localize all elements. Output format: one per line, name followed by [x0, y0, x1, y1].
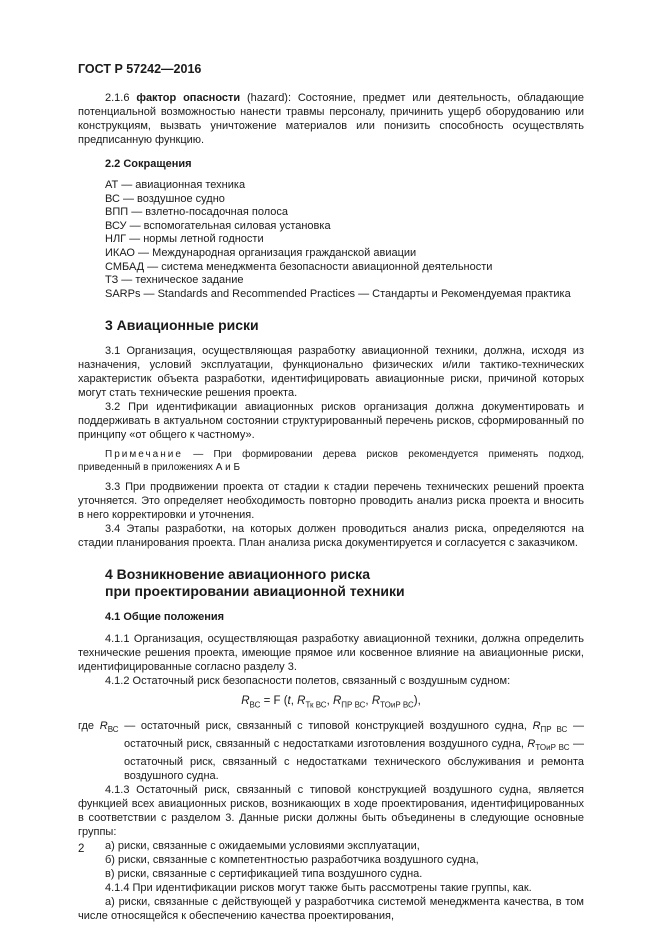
list-item: а) риски, связанные с ожидаемыми условиями эксплуатации,	[105, 840, 420, 853]
paragraph-4-1-4: 4.1.4 При идентификации рисков могут также быть рассмотрены такие группы, как.	[105, 882, 532, 895]
note-label: Примечание	[105, 449, 183, 461]
list-item: СМБАД — система менеджмента безопасности авиационной деятельности	[105, 260, 493, 273]
paragraph-3-4: 3.4 Этапы разработки, на которых должен проводиться анализ риска, определяются на стадии планирования проекта. План анализа риска документируется и согласуется с заказчиком.	[78, 523, 584, 550]
list-item: НЛГ — нормы летной годности	[105, 233, 264, 246]
list-item: б) риски, связанные с компетентностью разработчика воздушного судна,	[105, 854, 479, 867]
paragraph-2-1-6: 2.1.6 фактор опасности (hazard): Состояние, предмет или деятельность, обладающие потенциальной возможностью нанести травмы персоналу, причинить ущерб оборудованию или конструкциям, вызвать уничтожение материалов или понизить способность осуществлять предписанную функцию.	[78, 92, 584, 146]
section-4-1-title: 4.1 Общие положения	[105, 611, 225, 624]
document-body	[78, 91, 584, 923]
section-4-title: 4 Возникновение авиационного риска при проектировании авиационной техники	[105, 566, 405, 600]
abbreviations-list	[105, 179, 584, 301]
list-item: ИКАО — Международная организация гражданской авиации	[105, 246, 417, 259]
note-text: — При формировании дерева рисков рекомендуется применять подход, приведенный в приложениях А и Б	[78, 449, 584, 474]
list-item: АТ — авиационная техника	[105, 179, 246, 191]
paragraph-4-1-3: 4.1.3 Остаточный риск, связанный с типовой конструкцией воздушного судна, является функцией всех авиационных рисков, возникающих в ходе проектирования, идентифицированных в соответствии с разделом 3. Данные риски должны быть объединены в следующие основные группы:	[78, 784, 584, 839]
list-item: SARPs — Standards and Recommended Practices — Стандарты и Рекомендуемая практика	[105, 287, 571, 300]
paragraph-4-1-1: 4.1.1 Организация, осуществляющая разработку авиационной техники, должна определить технические решения проекта, имеющие прямое или косвенное влияние на авиационные риски, идентифицированные согласно разделу 3.	[78, 633, 584, 674]
paragraph-3-1: 3.1 Организация, осуществляющая разработку авиационной техники, должна, исходя из назначения, условий эксплуатации, функционально физических и/или тактико-технических характеристик объекта разработки, идентифицировать авиационные риски, причиной которых могут стать технические решения проекта.	[78, 345, 584, 400]
note	[78, 448, 584, 474]
list-item: ВСУ — вспомогательная силовая установка	[105, 219, 331, 232]
paragraph-4-1-2: 4.1.2 Остаточный риск безопасности полетов, связанный с воздушным судном:	[105, 675, 511, 688]
list-item: ТЗ — техническое задание	[105, 274, 244, 287]
paragraph-3-3: 3.3 При продвижении проекта от стадии к стадии перечень технических решений проекта уточняется. Это определяет необходимость повторно проводить анализ риска проекта и вносить в него корректировки и уточнения.	[78, 481, 584, 522]
page-number: 2	[78, 843, 85, 855]
paragraph-4-1-4-a: а) риски, связанные с действующей у разработчика системой менеджмента качества, в том числе относящейся к обеспечению качества проектирования,	[78, 896, 584, 923]
risk-formula: $R_{ВС} = F$ (t, $R_{Тк ВС}$, $R_{ПР ВС}$, $R_{ТОиР ВС}$),	[241, 695, 421, 710]
term-hazard: фактор опасности	[136, 92, 241, 104]
risk-groups-list	[78, 839, 584, 881]
list-item: в) риски, связанные с сертификацией типа воздушного судна.	[105, 868, 423, 881]
list-item: ВС — воздушное судно	[105, 192, 225, 205]
section-3-title: 3 Авиационные риски	[105, 317, 259, 334]
list-item: ВПП — взлетно-посадочная полоса	[105, 206, 288, 219]
paragraph-3-2: 3.2 При идентификации авиационных рисков организация должна документировать и поддерживать в актуальном состоянии структурированный перечень рисков, сформированный по принципу «от общего к частному».	[78, 401, 584, 442]
section-2-2-title: 2.2 Сокращения	[105, 158, 192, 170]
formula-legend: где $R_{ВС}$ — остаточный риск, связанный с типовой конструкцией воздушного судна, $R_{ПР ВС}$ — остаточный риск, связанный с недостатками изготовления воздушного судна, $R_{ТОиР ВС}$ — остаточный риск, связанный с недостатками технического обслуживания и ремонта воздушного судна.	[78, 719, 584, 783]
document-header: ГОСТ Р 57242—2016	[78, 62, 202, 76]
